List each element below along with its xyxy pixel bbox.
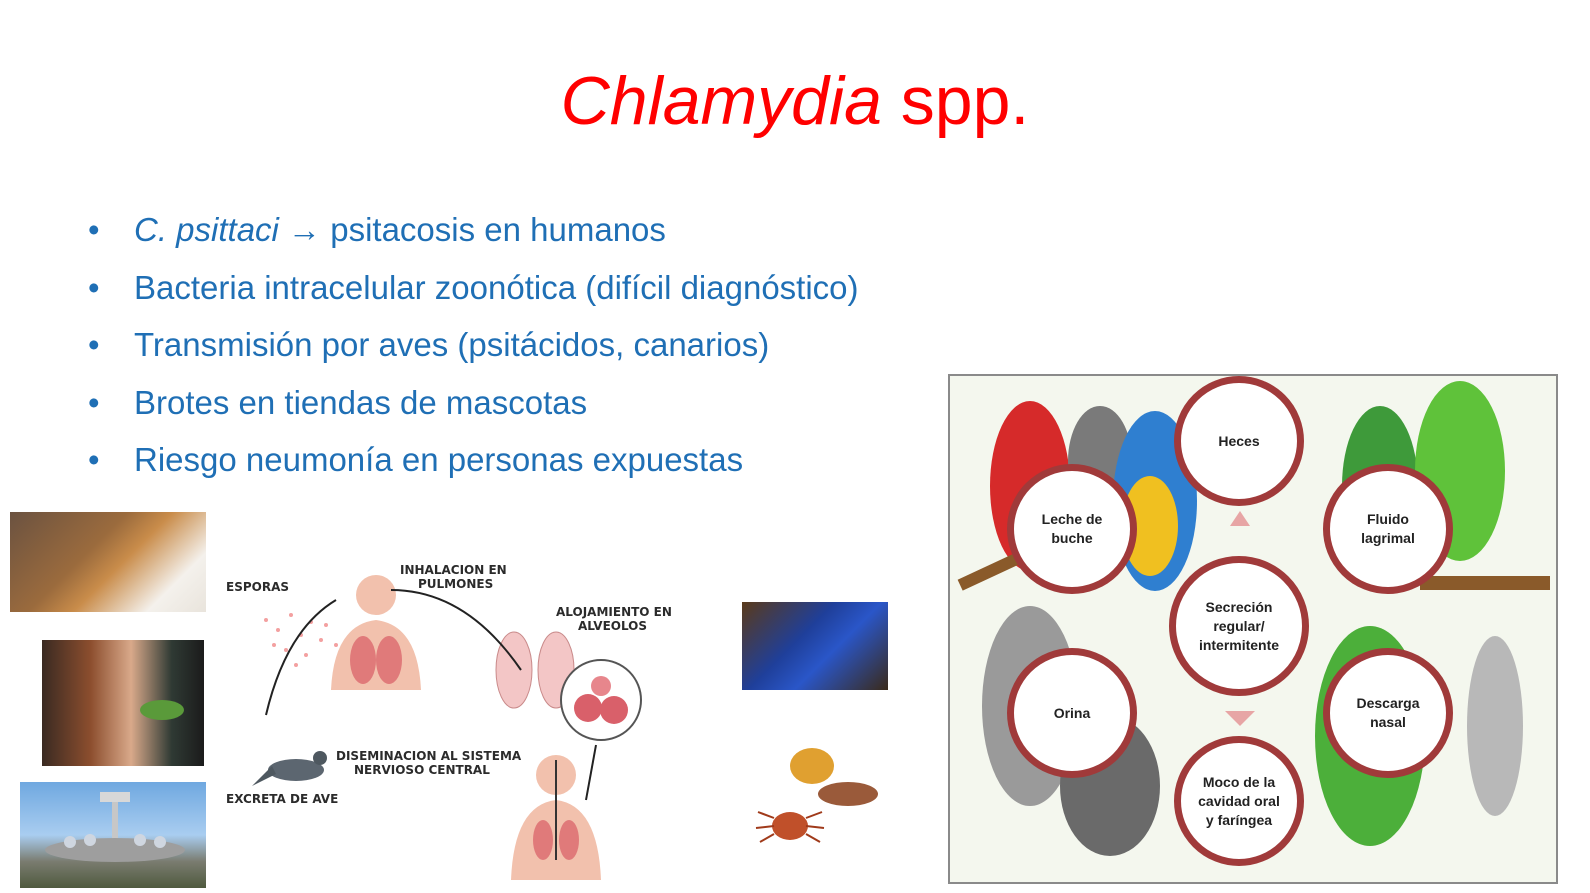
bullet-text: Bacteria intracelular zoonótica (difícil diagnóstico) [134, 268, 859, 306]
pigeons-fountain-photo [20, 782, 206, 888]
node-descarga-nasal: Descarga nasal [1323, 648, 1453, 778]
label-alveolos: ALVEOLOS [578, 619, 648, 633]
pigeon-icon [252, 751, 327, 786]
label-diseminacion: DISEMINACION AL SISTEMA [336, 749, 522, 763]
bullet-text: Riesgo neumonía en personas expuestas [134, 441, 744, 478]
slide-title [0, 62, 1590, 140]
arrow-icon [586, 745, 596, 800]
secretion-cycle-diagram [948, 374, 1558, 884]
node-orina: Orina [1007, 648, 1137, 778]
hyacinth-macaw-photo [742, 602, 888, 690]
ticks-mites-illustration [738, 726, 906, 876]
node-heces: Heces [1174, 376, 1304, 506]
arrow-icon [1225, 711, 1255, 726]
label-nervioso: NERVIOSO CENTRAL [354, 763, 490, 777]
lungs-alveoli-figure [496, 632, 641, 740]
label-excreta: EXCRETA DE AVE [226, 792, 339, 806]
bullet-item [88, 383, 859, 441]
label-inhalacion: INHALACION EN [400, 563, 507, 577]
title-suffix: spp. [881, 63, 1030, 139]
bullet-dot: • [88, 268, 100, 306]
node-moco: Moco de la cavidad oral y faríngea [1174, 736, 1304, 866]
bullet-text: Transmisión por aves (psitácidos, canarios) [134, 326, 770, 363]
flea-icon [818, 782, 878, 806]
human-lungs-figure [331, 575, 421, 690]
node-fluido-lagrimal: Fluido lagrimal [1323, 464, 1453, 594]
label-alojamiento: ALOJAMIENTO EN [556, 605, 672, 619]
bullet-item [88, 210, 859, 268]
bullet-text: Brotes en tiendas de mascotas [134, 383, 588, 421]
bullet-dot: • [88, 326, 100, 363]
bullet-item [88, 268, 859, 326]
title-genus: Chlamydia [560, 63, 882, 139]
woman-kissing-bird-photo [42, 640, 204, 766]
tick-icon [772, 812, 808, 840]
transmission-diagram [216, 560, 672, 880]
mite-icon [790, 748, 834, 784]
node-leche-buche: Leche de buche [1007, 464, 1137, 594]
bullet-text: → psitacosis en humanos [278, 211, 666, 248]
bullet-dot: • [88, 441, 100, 478]
fountain-icon [20, 782, 206, 888]
bird-silhouette-icon [42, 640, 204, 766]
arrow-icon [1230, 511, 1250, 526]
spores-cloud [264, 613, 338, 667]
arrow-icon [266, 600, 336, 715]
cockatiel-icon [1467, 636, 1523, 816]
bullet-dot: • [88, 211, 100, 248]
label-esporas: ESPORAS [226, 580, 290, 594]
bullet-dot: • [88, 383, 100, 421]
rodent-photo [10, 512, 206, 612]
bullet-item [88, 440, 859, 498]
branch [1420, 576, 1550, 590]
label-pulmones: PULMONES [418, 577, 494, 591]
nervous-system-figure [511, 755, 601, 880]
bullet-italic: C. psittaci [134, 211, 279, 248]
node-secrecion-center: Secreción regular/ intermitente [1169, 556, 1309, 696]
bullet-list [88, 210, 859, 498]
bullet-item [88, 325, 859, 383]
